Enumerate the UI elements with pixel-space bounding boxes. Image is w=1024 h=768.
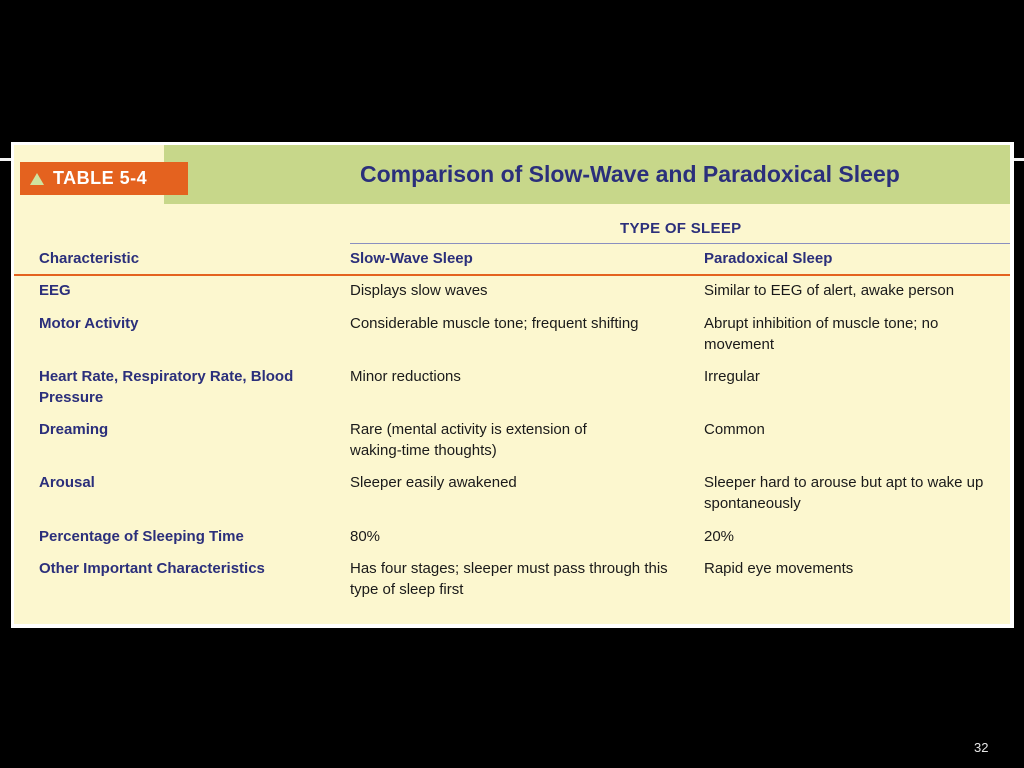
row-slow-wave: Displays slow waves — [350, 282, 488, 299]
row-paradoxical: Irregular — [704, 368, 760, 385]
row-characteristic: EEG — [39, 282, 71, 299]
slide-page-number: 32 — [974, 740, 989, 755]
table-image-frame — [11, 142, 1014, 628]
row-paradoxical: Rapid eye movements — [704, 560, 854, 577]
row-slow-wave: Has four stages; sleeper must pass through this type of sleep first — [350, 560, 668, 598]
row-slow-wave: Rare (mental activity is extension of waking-time thoughts) — [350, 421, 587, 459]
row-characteristic: Heart Rate, Respiratory Rate, Blood Pressure — [39, 368, 294, 406]
table-title: Comparison of Slow-Wave and Paradoxical Sleep — [360, 161, 900, 187]
row-paradoxical: Sleeper hard to arouse but apt to wake up spontaneously — [704, 474, 984, 512]
row-characteristic: Other Important Characteristics — [39, 560, 265, 577]
row-slow-wave: 80% — [350, 528, 381, 545]
group-header: TYPE OF SLEEP — [620, 220, 742, 237]
row-paradoxical: Common — [704, 421, 765, 438]
column-header-characteristic: Characteristic — [39, 250, 140, 267]
column-header-slow-wave: Slow-Wave Sleep — [350, 250, 473, 267]
table-card — [14, 145, 1010, 624]
header-rule — [14, 274, 1010, 276]
row-characteristic: Motor Activity — [39, 315, 139, 332]
column-header-paradoxical: Paradoxical Sleep — [704, 250, 833, 267]
row-paradoxical: Abrupt inhibition of muscle tone; no movement — [704, 315, 939, 353]
triangle-icon — [30, 173, 44, 185]
row-slow-wave: Minor reductions — [350, 368, 461, 385]
row-slow-wave: Sleeper easily awakened — [350, 474, 517, 491]
row-paradoxical: Similar to EEG of alert, awake person — [704, 282, 955, 299]
table-label: TABLE 5-4 — [53, 168, 148, 188]
group-header-rule — [350, 243, 1010, 244]
row-characteristic: Dreaming — [39, 421, 109, 438]
table-label-tab — [20, 162, 188, 195]
row-characteristic: Arousal — [39, 474, 95, 491]
row-slow-wave: Considerable muscle tone; frequent shifting — [350, 315, 639, 332]
row-characteristic: Percentage of Sleeping Time — [39, 528, 244, 545]
title-bar — [164, 145, 1010, 204]
row-paradoxical: 20% — [704, 528, 735, 545]
